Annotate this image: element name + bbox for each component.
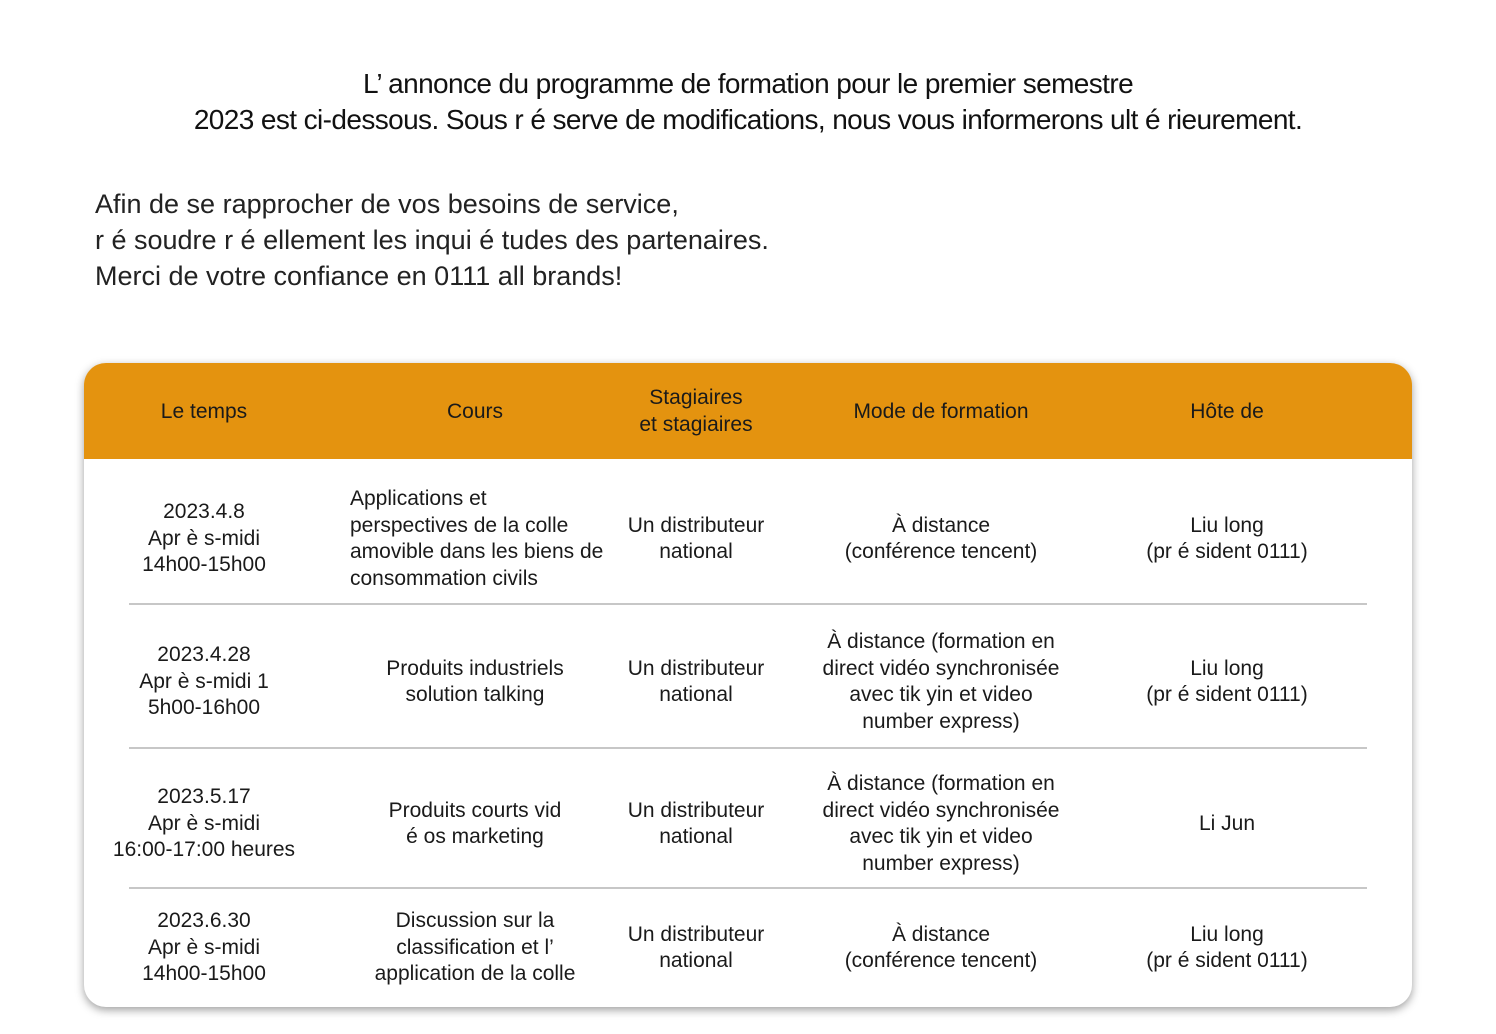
row-divider <box>129 747 1367 749</box>
cell-course: Applications et perspectives de la colle amovible dans les biens de consommation civils <box>350 487 604 590</box>
cell-course: Produits courts vid é os marketing <box>388 798 562 848</box>
cell-course: Produits industriels solution talking <box>386 656 564 706</box>
schedule-table <box>84 363 1412 1007</box>
cell-trainees: Un distributeur national <box>627 513 765 563</box>
title-line-1: L’ annonce du programme de formation pour le premier semestre <box>362 68 1134 99</box>
cell-host: Li Jun <box>1198 811 1256 835</box>
header-course: Cours <box>446 399 504 423</box>
cell-trainees: Un distributeur national <box>627 798 765 848</box>
intro-paragraph <box>95 186 769 294</box>
cell-time: 2023.4.28 Apr è s-midi 1 5h00-16h00 <box>139 643 269 720</box>
table-header <box>84 363 1412 459</box>
cell-mode: À distance (formation en direct vidéo synchronisée avec tik yin et video number express) <box>822 772 1060 875</box>
cell-host: Liu long (pr é sident 0111) <box>1146 513 1308 563</box>
title-line-2: 2023 est ci-dessous. Sous r é serve de modifications, nous vous informerons ult é rieurement. <box>193 104 1303 135</box>
intro-line-2: r é soudre r é ellement les inqui é tudes des partenaires. <box>95 225 769 255</box>
cell-mode: À distance (conférence tencent) <box>844 922 1038 972</box>
header-trainees: Stagiaires et stagiaires <box>639 386 753 436</box>
announcement-title <box>0 66 1496 138</box>
table-row <box>84 759 1412 889</box>
cell-host: Liu long (pr é sident 0111) <box>1146 922 1308 972</box>
cell-course: Discussion sur la classification et l’ application de la colle <box>374 909 576 986</box>
cell-time: 2023.6.30 Apr è s-midi 14h00-15h00 <box>142 909 266 986</box>
cell-time: 2023.5.17 Apr è s-midi 16:00-17:00 heures <box>112 785 296 862</box>
cell-host: Liu long (pr é sident 0111) <box>1146 656 1308 706</box>
cell-mode: À distance (conférence tencent) <box>844 513 1038 563</box>
header-mode: Mode de formation <box>853 399 1029 423</box>
cell-mode: À distance (formation en direct vidéo synchronisée avec tik yin et video number express) <box>822 630 1060 733</box>
row-divider <box>129 603 1367 605</box>
cell-trainees: Un distributeur national <box>627 922 765 972</box>
intro-line-3: Merci de votre confiance en 0111 all brands! <box>95 261 623 291</box>
table-row <box>84 895 1412 1001</box>
header-host: Hôte de <box>1190 399 1264 423</box>
table-row <box>84 474 1412 604</box>
row-divider <box>129 887 1367 889</box>
header-time: Le temps <box>160 399 248 423</box>
cell-time: 2023.4.8 Apr è s-midi 14h00-15h00 <box>142 500 266 577</box>
intro-line-1: Afin de se rapprocher de vos besoins de service, <box>95 189 679 219</box>
cell-trainees: Un distributeur national <box>627 656 765 706</box>
table-row <box>84 617 1412 747</box>
